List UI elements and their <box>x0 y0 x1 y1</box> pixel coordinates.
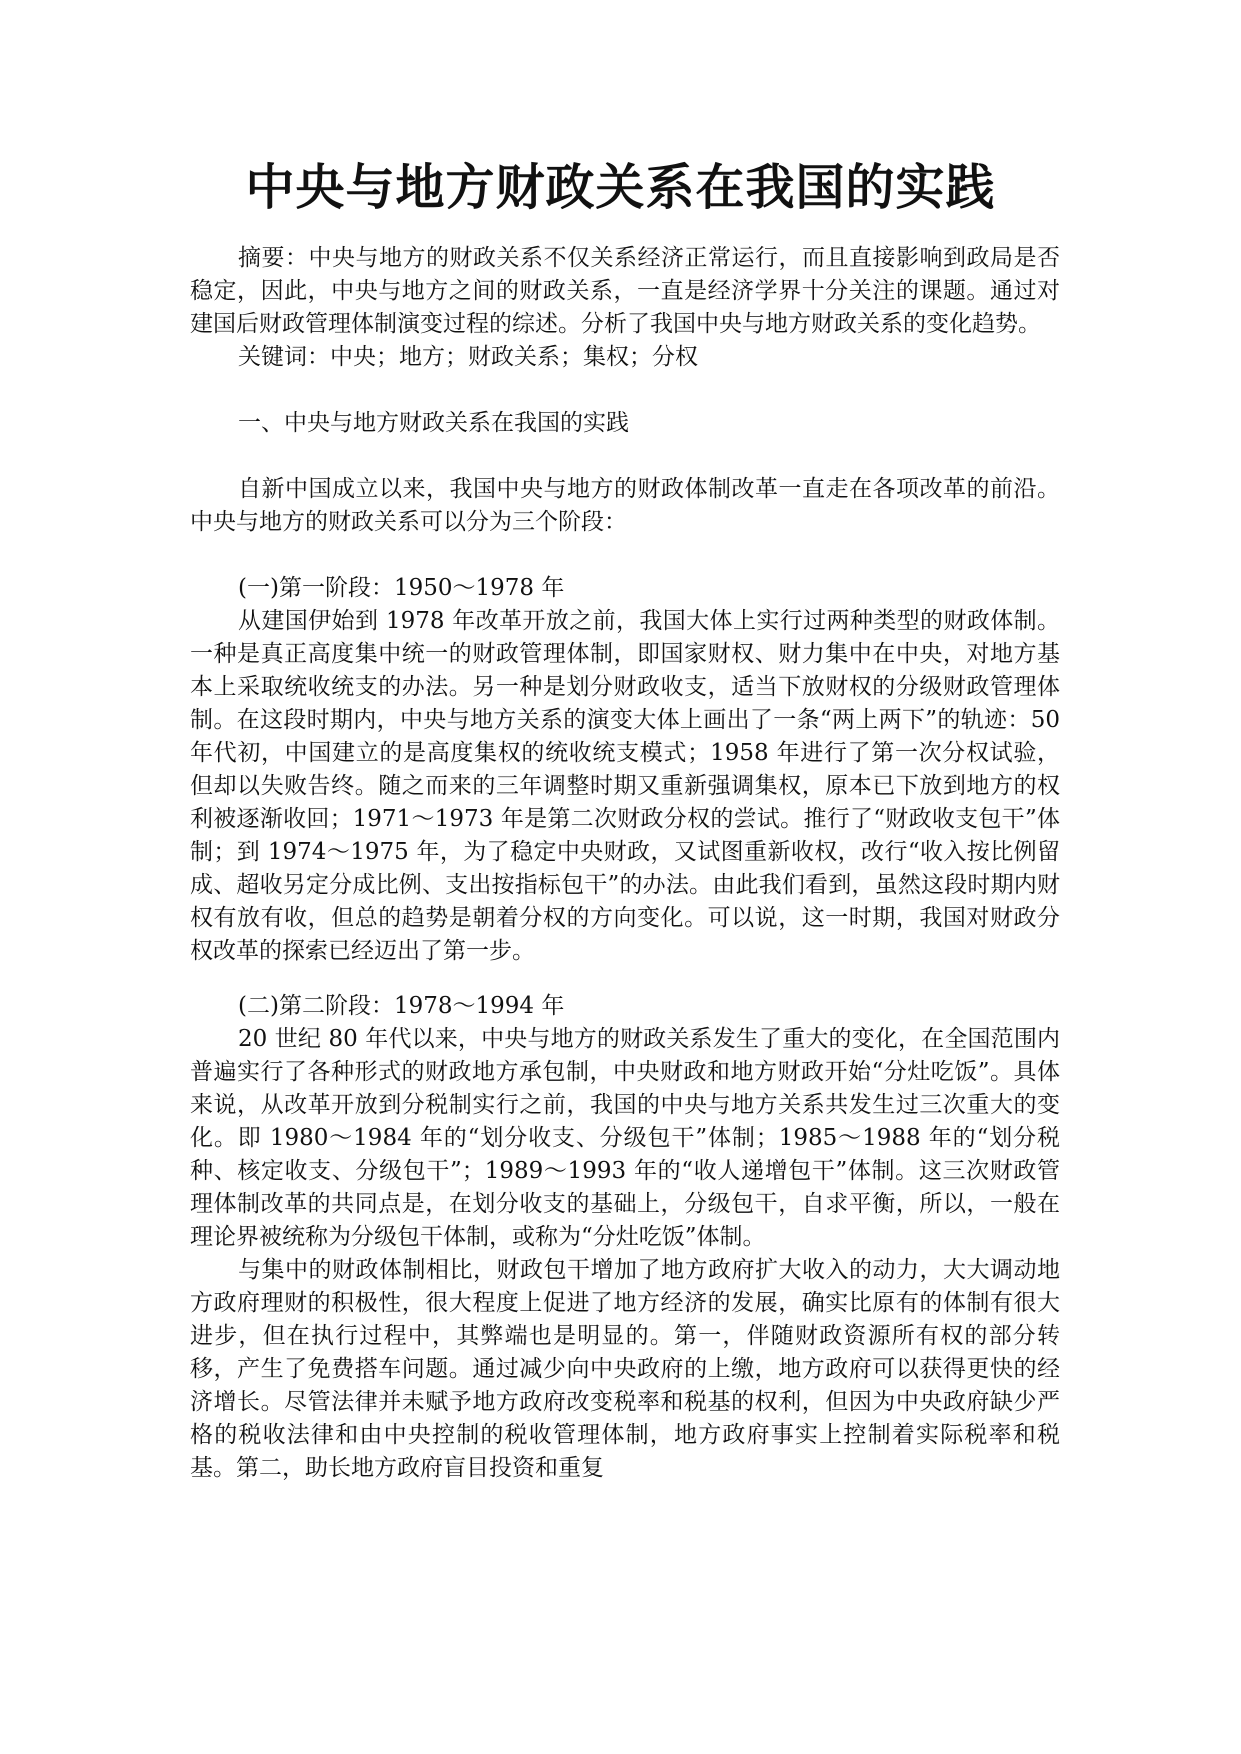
intro-paragraph: 自新中国成立以来，我国中央与地方的财政体制改革一直走在各项改革的前沿。中央与地方的财政关系可以分为三个阶段： <box>190 476 1060 535</box>
stage2-paragraph-2: 与集中的财政体制相比，财政包干增加了地方政府扩大收入的动力，大大调动地方政府理财的积极性，很大程度上促进了地方经济的发展，确实比原有的体制有很大进步，但在执行过程中，其弊端也是明显的。第一，伴随财政资源所有权的部分转移，产生了免费搭车问题。通过减少向中央政府的上缴，地方政府可以获得更快的经济增长。尽管法律并未赋予地方政府改变税率和税基的权利，但因为中央政府缺少严格的税收法律和由中央控制的税收管理体制，地方政府事实上控制着实际税率和税基。第二，助长地方政府盲目投资和重复 <box>190 1257 1060 1481</box>
document-title: 中央与地方财政关系在我国的实践 <box>245 158 996 216</box>
section-heading: 一、中央与地方财政关系在我国的实践 <box>238 410 629 436</box>
keywords-line: 关键词：中央；地方；财政关系；集权；分权 <box>238 344 698 370</box>
abstract-paragraph: 摘要：中央与地方的财政关系不仅关系经济正常运行，而且直接影响到政局是否稳定，因此，中央与地方之间的财政关系，一直是经济学界十分关注的课题。通过对建国后财政管理体制演变过程的综述。分析了我国中央与地方财政关系的变化趋势。 <box>190 245 1060 337</box>
stage2-heading: (二)第二阶段：1978～1994 年 <box>238 993 565 1019</box>
stage1-heading: (一)第一阶段：1950～1978 年 <box>238 575 565 601</box>
stage2-paragraph: 20 世纪 80 年代以来，中央与地方的财政关系发生了重大的变化，在全国范围内普遍实行了各种形式的财政地方承包制，中央财政和地方财政开始“分灶吃饭”。具体来说，从改革开放到分税制实行之前，我国的中央与地方关系共发生过三次重大的变化。即 1980～1984 年的“划分收支、分级包干”体制；1985～1988 年的“划分税种、核定收支、分级包干”；1989～1993 年的“收人递增包干”体制。这三次财政管理体制改革的共同点是，在划分收支的基础上，分级包干，自求平衡，所以，一般在理论界被统称为分级包干体制，或称为“分灶吃饭”体制。 <box>190 1026 1060 1250</box>
stage1-paragraph: 从建国伊始到 1978 年改革开放之前，我国大体上实行过两种类型的财政体制。一种是真正高度集中统一的财政管理体制，即国家财权、财力集中在中央，对地方基本上采取统收统支的办法。另一种是划分财政收支，适当下放财权的分级财政管理体制。在这段时期内，中央与地方关系的演变大体上画出了一条“两上两下”的轨迹：50 年代初，中国建立的是高度集权的统收统支模式；1958 年进行了第一次分权试验，但却以失败告终。随之而来的三年调整时期又重新强调集权，原本已下放到地方的权利被逐渐收回；1971～1973 年是第二次财政分权的尝试。推行了“财政收支包干”体制；到 1974～1975 年，为了稳定中央财政，又试图重新收权，改行“收入按比例留成、超收另定分成比例、支出按指标包干”的办法。由此我们看到，虽然这段时期内财权有放有收，但总的趋势是朝着分权的方向变化。可以说，这一时期，我国对财政分权改革的探索已经迈出了第一步。 <box>190 608 1060 964</box>
document-body <box>190 242 1060 1485</box>
